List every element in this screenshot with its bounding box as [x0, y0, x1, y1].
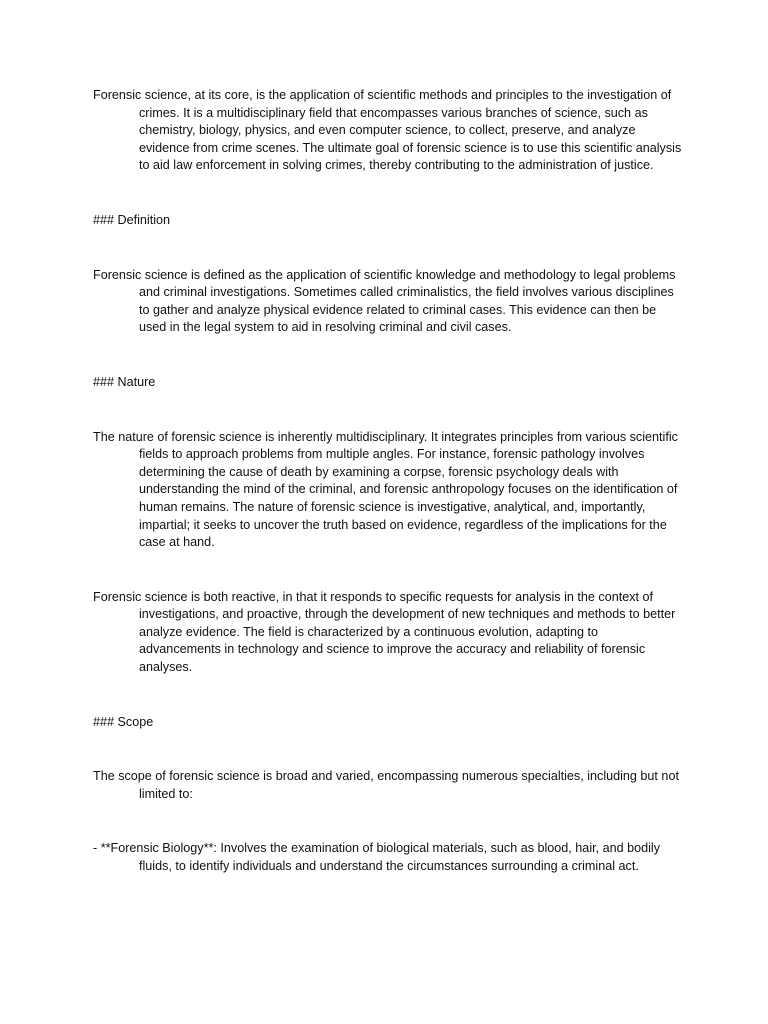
section-heading-scope: ### Scope — [93, 714, 154, 729]
list-item-forensic-biology: - **Forensic Biology**: Involves the examination of biological materials, such as blood, hair, and bodily fluids, to identify individuals and understand the circumstances surrounding a criminal act. — [93, 841, 661, 874]
definition-paragraph: Forensic science is defined as the application of scientific knowledge and methodology to legal problems and criminal investigations. Sometimes called criminalistics, the field involves various disciplines to gather and analyze physical evidence related to criminal cases. This evidence can then be used in the legal system to aid in resolving criminal and civil cases. — [93, 267, 676, 335]
document-page — [93, 87, 683, 876]
nature-paragraph-2: Forensic science is both reactive, in that it responds to specific requests for analysis in the context of investigations, and proactive, through the development of new techniques and methods to better analyze evidence. The field is characterized by a continuous evolution, adapting to advancements in technology and science to improve the accuracy and reliability of forensic analyses. — [93, 589, 676, 675]
intro-paragraph: Forensic science, at its core, is the application of scientific methods and principles to the investigation of crimes. It is a multidisciplinary field that encompasses various branches of science, such as chemistry, biology, physics, and even computer science, to collect, preserve, and analyze evidence from crime scenes. The ultimate goal of forensic science is to use this scientific analysis to aid law enforcement in solving crimes, thereby contributing to the administration of justice. — [93, 88, 682, 173]
nature-paragraph-1: The nature of forensic science is inherently multidisciplinary. It integrates principles from various scientific fields to approach problems from multiple angles. For instance, forensic pathology involves determining the cause of death by examining a corpse, forensic psychology deals with understanding the mind of the criminal, and forensic anthropology focuses on the identification of human remains. The nature of forensic science is investigative, analytical, and, importantly, impartial; it seeks to uncover the truth based on evidence, regardless of the implications for the case at hand. — [93, 429, 678, 550]
section-heading-nature: ### Nature — [93, 374, 156, 389]
scope-paragraph: The scope of forensic science is broad and varied, encompassing numerous specialties, including but not limited to: — [93, 769, 679, 801]
section-heading-definition: ### Definition — [93, 212, 171, 227]
